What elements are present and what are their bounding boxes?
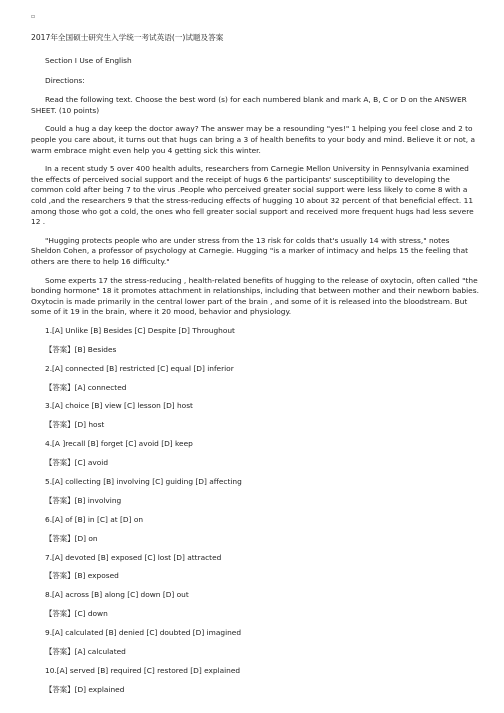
document-content <box>31 33 479 704</box>
answer-9: 【答案】[A] calculated <box>45 647 126 657</box>
question-2: 2.[A] connected [B] restricted [C] equal [D] inferior <box>45 363 234 373</box>
answer-4: 【答案】[C] avoid <box>45 458 109 468</box>
answer-10: 【答案】[D] explained <box>45 684 125 694</box>
passage-paragraph-3: "Hugging protects people who are under stress from the 13 risk for colds that's usually 14 with stress," notes Sheldon Cohen, a professor of psychology at Carnegie. Hugging "is a marker of intimacy and helps 15 the feeling that others are there to help 16 difficulty." <box>31 235 469 266</box>
answer-1: 【答案】[B] Besides <box>45 344 117 354</box>
answer-3: 【答案】[D] host <box>45 420 105 430</box>
answer-5: 【答案】[B] involving <box>45 495 122 505</box>
passage-paragraph-2: In a recent study 5 over 400 health adults, researchers from Carnegie Mellon University in Pennsylvania examined the effects of perceived social support and the receipt of hugs 6 the participants' susceptibility to developing the common cold after being 7 to the virus .People who perceived greater social support were less likely to come 8 with a cold ,and the researchers 9 that the stress-reducing effects of hugging 10 about 32 percent of that beneficial effect. 11 among those who got a cold, the ones who fell greater social support and received more frequent hugs had less severe 12 . <box>31 164 474 227</box>
section-heading: Section I Use of English <box>45 56 132 65</box>
question-3: 3.[A] choice [B] view [C] lesson [D] host <box>45 401 193 411</box>
directions-label: Directions: <box>45 75 85 85</box>
question-4: 4.[A ]recall [B] forget [C] avoid [D] keep <box>45 439 193 449</box>
question-7: 7.[A] devoted [B] exposed [C] lost [D] attracted <box>45 552 222 562</box>
question-5: 5.[A] collecting [B] involving [C] guiding [D] affecting <box>45 477 242 486</box>
question-10: 10.[A] served [B] required [C] restored [D] explained <box>45 665 241 675</box>
answer-6: 【答案】[D] on <box>45 533 98 543</box>
document-title: 2017年全国硕士研究生入学统一考试英语(一)试题及答案 <box>31 33 224 42</box>
question-9: 9.[A] calculated [B] denied [C] doubted [D] imagined <box>45 628 242 638</box>
answer-7: 【答案】[B] exposed <box>45 571 119 581</box>
passage-paragraph-1: Could a hug a day keep the doctor away? The answer may be a resounding "yes!" 1 helping you feel close and 2 to people you care about, it turns out that hugs can bring a 3 of health benefits to your body and mind. Believe it or not, a warm embrace might even help you 4 getting sick this winter. <box>31 124 475 155</box>
answer-8: 【答案】[C] down <box>45 609 108 619</box>
corner-mark: ▫ <box>31 13 36 20</box>
directions-text: Read the following text. Choose the best word (s) for each numbered blank and mark A, B, C or D on the ANSWER SHEET. (10 points) <box>31 95 467 115</box>
passage-paragraph-4: Some experts 17 the stress-reducing , health-related benefits of hugging to the release of oxytocin, often called "the bonding hormone" 18 it promotes attachment in relationships, including that between mother and their newborn babies. Oxytocin is made primarily in the central lower part of the brain , and some of it is released into the bloodstream. But some of it 19 in the brain, where it 20 mood, behavior and physiology. <box>31 275 479 317</box>
question-6: 6.[A] of [B] in [C] at [D] on <box>45 514 144 524</box>
question-1: 1.[A] Unlike [B] Besides [C] Despite [D] Throughout <box>45 325 235 335</box>
question-8: 8.[A] across [B] along [C] down [D] out <box>45 590 189 600</box>
answer-2: 【答案】[A] connected <box>45 382 127 392</box>
